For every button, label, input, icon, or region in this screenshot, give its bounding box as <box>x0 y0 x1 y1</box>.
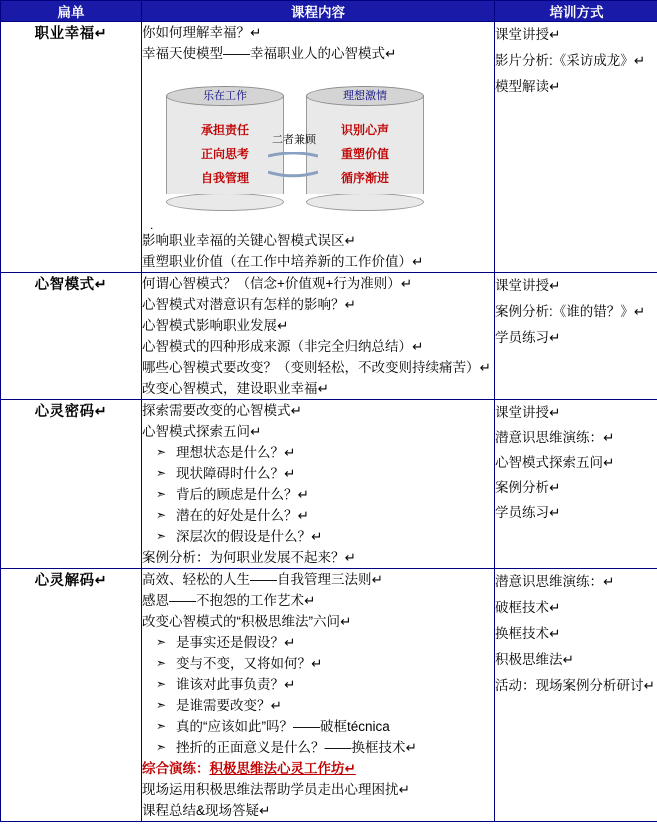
content-line: 现场运用积极思维法帮助学员走出心理困扰↵ <box>142 782 410 797</box>
happiness-angel-model-diagram <box>148 68 478 218</box>
header-method: 培训方式 <box>495 1 657 22</box>
content-line: 影响职业幸福的关键心智模式误区↵ <box>142 233 356 248</box>
diagram-middle-label: 二者兼顾 <box>272 134 316 146</box>
content-bullet-label: 挫折的正面意义是什么？——换框技术↵ <box>176 740 417 755</box>
content-line: 心智模式探索五问↵ <box>142 424 262 439</box>
method-line: 课堂讲授↵ <box>495 405 561 420</box>
cylinder-right-items <box>306 118 424 190</box>
topic-cell-3: 心灵密码↵ <box>1 400 142 569</box>
content-line: 心智模式的四种形成来源（非完全归纳总结）↵ <box>142 339 424 354</box>
content-line: 改变心智模式，建设职业幸福↵ <box>142 381 329 396</box>
arrow-bullet-icon: ➣ <box>156 656 167 670</box>
method-cell-4 <box>495 569 657 822</box>
method-line: 影片分析:《采访成龙》↵ <box>495 53 646 68</box>
arrow-bullet-icon: ➣ <box>156 445 167 459</box>
content-cell-1 <box>142 22 495 273</box>
content-bullet-label: 现状障碍时什么？↵ <box>176 466 296 481</box>
cylinder-right-cap-label: 理想激情 <box>343 90 387 102</box>
content-line: 重塑职业价值（在工作中培养新的工作价值）↵ <box>142 254 424 269</box>
content-line: 感恩——不抱怨的工作艺术↵ <box>142 593 316 608</box>
content-line: 幸福天使模型——幸福职业人的心智模式↵ <box>142 46 397 61</box>
cylinder-bottom <box>306 193 424 211</box>
content-bullet <box>142 653 494 674</box>
cylinder-item: 自我管理 <box>200 171 249 185</box>
content-bullet-label: 真的“应该如此”吗？——破框técnica <box>176 719 390 734</box>
content-bullet <box>142 442 494 463</box>
arrow-bullet-icon: ➣ <box>156 698 167 712</box>
method-cell-1 <box>495 22 657 273</box>
content-line: 改变心智模式的“积极思维法”六问↵ <box>142 614 352 629</box>
method-line: 心智模式探索五问↵ <box>495 455 615 470</box>
arrow-bullet-icon: ➣ <box>156 508 167 522</box>
method-line: 案例分析:《谁的错？》↵ <box>495 304 646 319</box>
topic-cell-1: 职业幸福↵ <box>1 22 142 273</box>
table-row <box>1 22 657 273</box>
method-line: 课堂讲授↵ <box>495 278 561 293</box>
table-body <box>1 22 657 822</box>
table-header <box>1 1 657 22</box>
content-bullet <box>142 463 494 484</box>
method-line: 学员练习↵ <box>495 505 561 520</box>
arrow-bullet-icon: ➣ <box>156 466 167 480</box>
highlight-prefix: 综合演练： <box>142 761 210 776</box>
content-line: 课程总结&现场答疑↵ <box>142 803 271 818</box>
method-line: 潜意识思维演练：↵ <box>495 574 615 589</box>
method-line: 活动：现场案例分析研讨↵ <box>495 678 655 693</box>
cylinder-right <box>306 86 424 202</box>
content-line: 探索需要改变的心智模式↵ <box>142 403 302 418</box>
content-bullet-label: 潜在的好处是什么？↵ <box>176 508 309 523</box>
content-bullet-label: 是事实还是假设？↵ <box>176 635 296 650</box>
method-line: 模型解读↵ <box>495 79 561 94</box>
cylinder-left-cap-label: 乐在工作 <box>203 90 247 102</box>
content-bullet-label: 是谁需要改变？↵ <box>176 698 282 713</box>
method-line: 积极思维法↵ <box>495 652 574 667</box>
arrow-bullet-icon: ➣ <box>156 719 167 733</box>
content-bullet-label: 理想状态是什么？↵ <box>176 445 296 460</box>
cylinder-item: 正向思考 <box>200 147 249 161</box>
topic-cell-2: 心智模式↵ <box>1 273 142 400</box>
header-topic: 扁单 <box>1 1 142 22</box>
content-cell-2 <box>142 273 495 400</box>
arrow-bullet-icon: ➣ <box>156 677 167 691</box>
arrow-bullet-icon: ➣ <box>156 635 167 649</box>
content-line: 心智模式影响职业发展↵ <box>142 318 289 333</box>
content-bullet <box>142 716 494 737</box>
content-line: 你如何理解幸福？↵ <box>142 25 262 40</box>
content-line: 何谓心智模式？（信念+价值观+行为准则）↵ <box>142 276 413 291</box>
cylinder-item: 承担责任 <box>200 123 249 137</box>
topic-cell-4: 心灵解码↵ <box>1 569 142 822</box>
cylinder-left-items <box>166 118 284 190</box>
table-row <box>1 400 657 569</box>
table-row <box>1 273 657 400</box>
method-cell-2 <box>495 273 657 400</box>
cylinder-bottom <box>166 193 284 211</box>
content-cell-3 <box>142 400 495 569</box>
method-cell-3 <box>495 400 657 569</box>
arrow-bullet-icon: ➣ <box>156 740 167 754</box>
cylinder-item: 重塑价值 <box>340 147 389 161</box>
table-header-row <box>1 1 657 22</box>
content-bullet <box>142 505 494 526</box>
content-bullet <box>142 695 494 716</box>
cylinder-item: 循序渐进 <box>340 171 389 185</box>
content-line: 高效、轻松的人生——自我管理三法则↵ <box>142 572 383 587</box>
content-bullet <box>142 526 494 547</box>
content-line: 心智模式对潜意识有怎样的影响？↵ <box>142 297 356 312</box>
cylinder-item: 识别心声 <box>340 123 389 137</box>
method-line: 换框技术↵ <box>495 626 561 641</box>
content-bullet <box>142 737 494 758</box>
highlight-text: 积极思维法心灵工作坊↵ <box>209 761 356 776</box>
method-line: 学员练习↵ <box>495 330 561 345</box>
content-cell-4 <box>142 569 495 822</box>
content-line: 案例分析：为何职业发展不起来？↵ <box>142 550 356 565</box>
content-bullet <box>142 484 494 505</box>
content-highlight-line <box>142 758 494 779</box>
table-row <box>1 569 657 822</box>
arrow-bullet-icon: ➣ <box>156 487 167 501</box>
content-dot: . <box>150 218 154 232</box>
content-bullet <box>142 632 494 653</box>
method-line: 案例分析↵ <box>495 480 561 495</box>
content-bullet-label: 深层次的假设是什么？↵ <box>176 529 323 544</box>
method-line: 潜意识思维演练：↵ <box>495 430 615 445</box>
content-bullet-label: 背后的顾虑是什么？↵ <box>176 487 309 502</box>
content-bullet-label: 谁该对此事负责？↵ <box>176 677 296 692</box>
content-bullet <box>142 674 494 695</box>
content-line: 哪些心智模式要改变？（变则轻松，不改变则持续痛苦）↵ <box>142 360 491 375</box>
method-line: 破框技术↵ <box>495 600 561 615</box>
header-content: 课程内容 <box>142 1 495 22</box>
content-bullet-label: 变与不变，又将如何？↵ <box>176 656 323 671</box>
arrow-bullet-icon: ➣ <box>156 529 167 543</box>
method-line: 课堂讲授↵ <box>495 27 561 42</box>
